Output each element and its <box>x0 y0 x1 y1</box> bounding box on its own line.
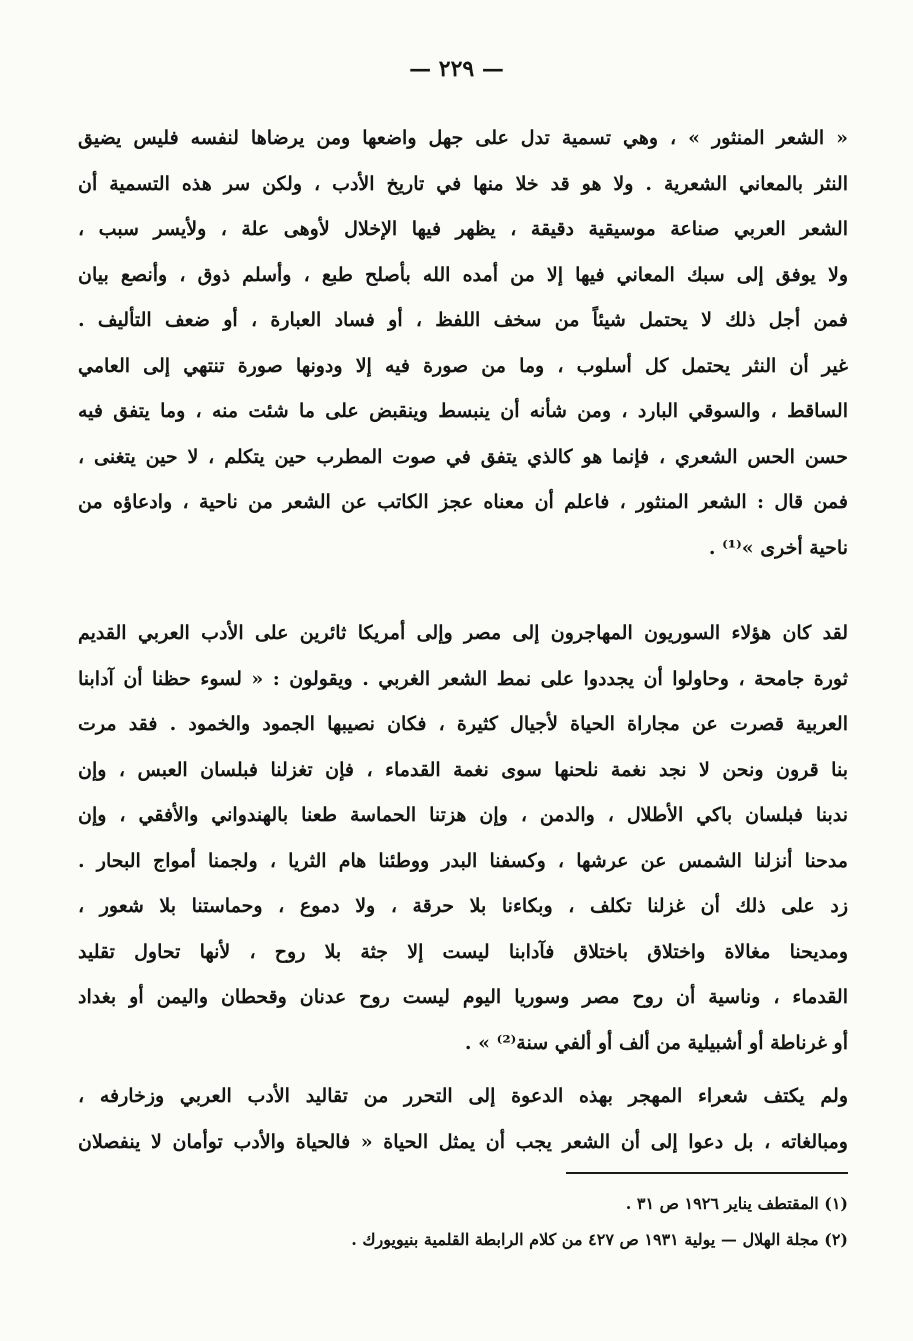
text-line: حسن الحس الشعري ، فإنما هو كالذي يتفق في صوت المطرب حين يتكلم ، لا حين يتغنى ، <box>78 445 848 468</box>
text-line: « الشعر المنثور » ، وهي تسمية تدل على جهل واضعها ومن يرضاها لنفسه فليس يضيق <box>78 127 848 149</box>
text-line: ولا يوفق إلى سبك المعاني فيها إلا من أمده الله بأصلح طبع ، وأسلم ذوق ، وأنصع بيان <box>78 263 848 286</box>
text-line: القدماء ، وناسية أن روح مصر وسوريا اليوم ليست روح عدنان وقحطان واليمن أو بغداد <box>78 986 848 1008</box>
text-line: ومديحنا مغالاة واختلاق باختلاق فآدابنا ليست إلا جثة بلا روح ، لأنها تحاول تقليد <box>78 940 848 963</box>
footnote-2: (٢) مجلة الهلال — يولية ١٩٣١ ص ٤٢٧ من كلام الرابطة القلمية بنيويورك . <box>351 1230 848 1249</box>
text-line: ومبالغاته ، بل دعوا إلى أن الشعر يجب أن يمثل الحياة « فالحياة والأدب توأمان لا ينفصلان <box>78 1130 848 1153</box>
text-line: بنا قرون ونحن لا نجد نغمة نلحنها سوى نغمة القدماء ، فإن تغزلنا فبلسان العبس ، وإن <box>78 758 848 781</box>
footnote-divider <box>566 1172 848 1174</box>
paragraph-1 <box>78 116 848 571</box>
text-line: الساقط ، والسوقي البارد ، ومن شأنه أن ينبسط وينقبض على ما شئت منه ، وما يتفق فيه <box>78 400 848 422</box>
paragraph-spacer <box>78 1066 848 1074</box>
text-line: غير أن النثر يحتمل كل أسلوب ، وما من صورة فيه إلا ودونها صورة تنتهي إلى العامي <box>78 354 848 377</box>
text-line: فمن أجل ذلك لا يحتمل شيئاً من سخف اللفظ ، أو فساد العبارة ، أو ضعف التأليف . <box>78 309 848 331</box>
text-line: ثورة جامحة ، وحاولوا أن يجددوا على نمط الشعر الغربي . ويقولون : « لسوء حظنا أن آدابنا <box>78 667 848 690</box>
footnote-1: (١) المقتطف يناير ١٩٢٦ ص ٣١ . <box>625 1194 848 1213</box>
text-line: مدحنا أنزلنا الشمس عن عرشها ، وكسفنا البدر ووطئنا هام الثريا ، ولجمنا أمواج البحار . <box>78 849 848 872</box>
text-line: الشعر العربي صناعة موسيقية دقيقة ، يظهر فيها الإخلال لأوهى علة ، ولأيسر سبب ، <box>78 218 848 240</box>
text-line: فمن قال : الشعر المنثور ، فاعلم أن معناه عجز الكاتب عن الشعر من ناحية ، وادعاؤه من <box>78 491 848 513</box>
text-line: لقد كان هؤلاء السوريون المهاجرون إلى مصر وإلى أمريكا ثائرين على الأدب العربي القديم <box>78 622 848 644</box>
paragraph-2 <box>78 611 848 1066</box>
text-line: العربية قصرت عن مجاراة الحياة لأجيال كثيرة ، فكان نصيبها الجمود والخمود . فقد مرت <box>78 713 848 735</box>
text-line: ندبنا فبلسان باكي الأطلال ، والدمن ، وإن هزتنا الحماسة طعنا بالهندواني والأفقي ، وإن <box>78 804 848 826</box>
body-text <box>78 116 848 1165</box>
text-line: أو غرناطة أو أشبيلية من ألف أو ألفي سنة⁽²⁾ » . <box>464 1031 848 1054</box>
text-line: النثر بالمعاني الشعرية . ولا هو قد خلا منها في تاريخ الأدب ، ولكن سر هذه التسمية أن <box>78 172 848 195</box>
footnotes <box>200 1186 848 1258</box>
text-line: زد على ذلك أن غزلنا تكلف ، وبكاءنا بلا حرقة ، ولا دموع ، وحماستنا بلا شعور ، <box>78 895 848 917</box>
paragraph-3 <box>78 1074 848 1165</box>
page-number: — ٢٢٩ — <box>409 56 504 82</box>
text-line: ناحية أخرى »⁽¹⁾ . <box>708 536 848 559</box>
paragraph-spacer <box>78 571 848 611</box>
text-line: ولم يكتف شعراء المهجر بهذه الدعوة إلى التحرر من تقاليد الأدب العربي وزخارفه ، <box>78 1085 848 1107</box>
